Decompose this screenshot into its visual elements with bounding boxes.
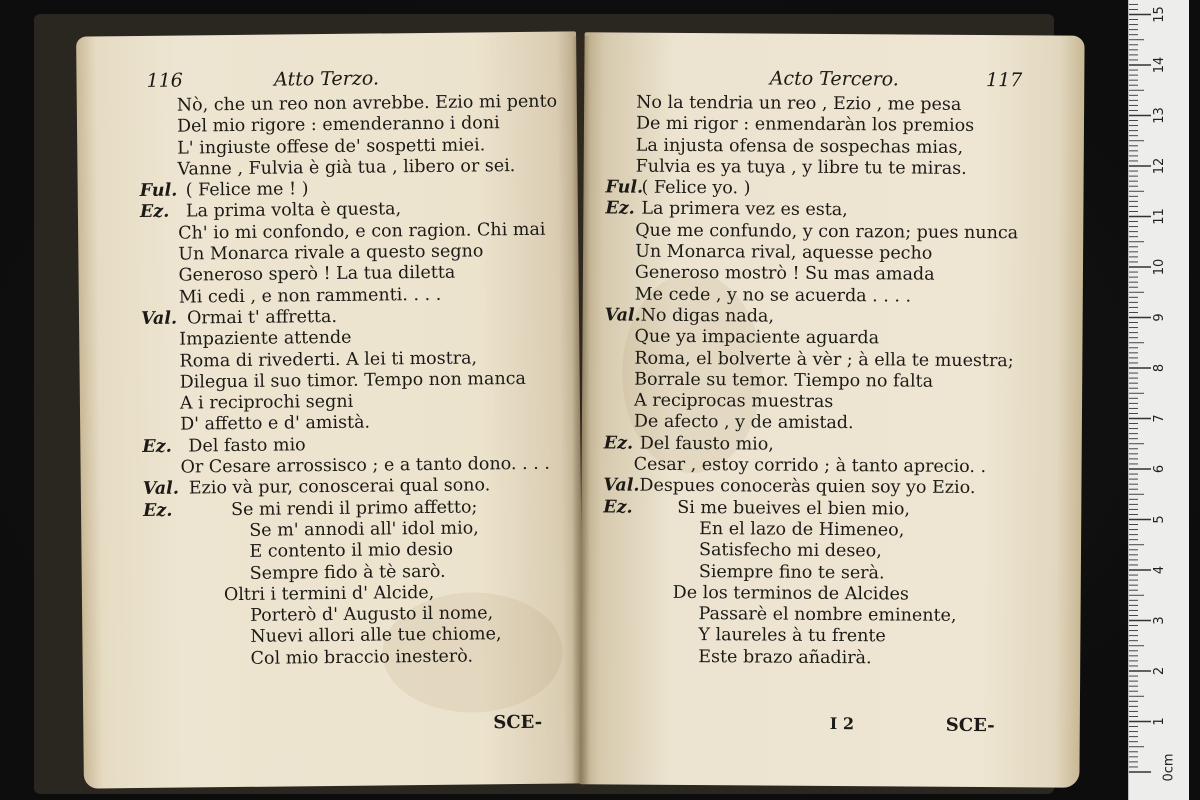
line-text: La injusta ofensa de sospechas mias, [635,135,964,158]
speaker-label: Val. [604,305,641,326]
line-text: A reciprocas muestras [633,390,834,413]
line-text: Este brazo añadirà. [698,646,872,669]
ruler-tick-label: 7 [1152,414,1167,423]
line-text: Dilegua il suo timor. Tempo non manca [179,368,527,393]
speaker-label: Ful. [139,180,178,202]
speaker-label: Val. [142,478,179,500]
speaker-label: Ful. [605,177,644,198]
ruler-unit-label: 0cm [1161,753,1177,782]
line-text: En el lazo de Himeneo, [699,519,905,541]
left-page [76,31,584,788]
line-text: Ch' io mi confondo, e con ragion. Chi mai [178,219,546,244]
line-text: Col mio braccio inesterò. [250,646,474,669]
open-book [34,14,1054,794]
speaker-label: Ez. [603,497,633,518]
right-page-text [580,92,1084,670]
speaker-label: Ez. [139,202,170,223]
line-text: Un Monarca rivale a questo segno [178,241,484,265]
line-text: Despues conoceràs quien soy yo Ezio. [639,476,976,499]
left-catchword: SCE- [493,711,543,734]
speaker-label: Ez. [605,198,635,220]
line-text: Del fasto mio [188,435,306,457]
line-text: De los terminos de Alcides [672,582,910,605]
line-text: Or Cesare arrossisco ; e a tanto dono. . . . [180,453,550,478]
ruler-tick-label: 15 [1152,6,1167,23]
line-text: Ezio và pur, conoscerai qual sono. [188,475,491,499]
line-text: Borrale su temor. Tiempo no falta [634,369,934,392]
line-text: Porterò d' Augusto il nome, [250,603,494,626]
ruler-tick-label: 10 [1152,258,1167,276]
line-text: Del mio rigore : emenderanno i doni [176,113,500,137]
line-text: L' ingiuste offese de' sospetti miei. [177,134,486,159]
left-page-number: 116 [146,69,183,92]
ruler-tick-label: 11 [1152,208,1167,225]
line-text: Nò, che un reo non avrebbe. Ezio mi pento [176,91,558,116]
ruler-tick-label: 12 [1152,157,1167,175]
line-text: Roma, el bolverte à vèr ; à ella te muestra; [634,348,1014,371]
line-text: Y laureles à tu frente [698,625,886,647]
line-text: De mi rigor : enmendaràn los premios [635,113,975,137]
line-text: Si me bueives el bien mio, [677,497,911,520]
line-text: Passarè el nombre eminente, [698,604,957,626]
left-page-footer [83,711,583,746]
ruler-tick-label: 5 [1152,515,1167,524]
line-text: De afecto , y de amistad. [633,412,854,434]
line-text: La prima volta è questa, [185,199,402,222]
speaker-label: Ez. [142,500,173,521]
line-text: Se mi rendi il primo affetto; [230,497,478,520]
signature-mark: I 2 [829,713,855,734]
line-text: Del fausto mio, [639,433,774,455]
right-page-footer [580,712,1080,745]
left-running-head: Atto Terzo. [273,67,380,91]
ruler-tick-label: 3 [1152,616,1167,625]
line-text: D' affetto e d' amistà. [180,413,371,436]
speaker-label: Val. [603,475,640,497]
text-line [580,646,1080,671]
speaker-label: Ez. [603,433,634,454]
right-catchword: SCE- [945,714,995,737]
ruler-tick-label: 6 [1152,464,1167,474]
line-text: Me cede , y no se acuerda . . . . [634,284,912,307]
line-text: A i reciprochi segni [179,391,354,414]
line-text: E contento il mio desio [249,539,454,563]
ruler-tick-label: 8 [1152,363,1167,373]
line-text: Impaziente attende [179,328,352,350]
ruler-tick-label: 1 [1152,717,1167,726]
right-running-head: Acto Tercero. [769,67,899,91]
line-text: Mi cedi , e non rammenti. . . . [178,284,442,308]
line-text: La primera vez es esta, [641,199,848,221]
line-text: Que ya impaciente aguarda [634,326,880,349]
ruler-scale [1129,0,1189,800]
measuring-ruler [1128,0,1189,800]
speaker-label: Val. [140,308,178,329]
line-text: Siempre fino te serà. [698,561,885,583]
line-text: Que me confundo, y con razon; pues nunca [635,220,1019,244]
line-text: Se m' annodi all' idol mio, [249,518,479,541]
ruler-tick-label: 2 [1152,666,1167,676]
book-gutter [572,36,590,788]
line-text: Fulvia es ya tuya , y libre tu te miras. [635,156,967,179]
line-text: Vanne , Fulvia è già tua , libero or sei. [177,155,516,180]
line-text: Generoso sperò ! La tua diletta [178,263,456,286]
line-text: Generoso mostrò ! Su mas amada [634,262,935,286]
line-text: Ormai t' affretta. [186,306,338,329]
right-page-number: 117 [985,69,1023,92]
line-text: Oltri i termini d' Alcide, [223,582,435,605]
speaker-label: Ez. [142,436,172,457]
line-text: Roma di rivederti. A lei ti mostra, [179,348,478,372]
line-text: No digas nada, [640,305,775,327]
line-text: ( Felice yo. ) [641,177,751,199]
ruler-tick-label: 14 [1152,56,1167,74]
line-text: Un Monarca rival, aquesse pecho [635,241,933,264]
ruler-tick-label: 9 [1152,313,1167,322]
line-text: No la tendria un reo , Ezio , me pesa [636,92,962,115]
line-text: ( Felice me ! ) [185,179,309,201]
ruler-tick-label: 4 [1152,565,1167,575]
line-text: Cesar , estoy corrido ; à tanto aprecio. . [633,454,987,478]
right-page [579,32,1084,787]
line-text: Sempre fido à tè sarò. [249,561,446,584]
left-page-text [77,91,583,671]
line-text: Satisfecho mi deseo, [698,540,882,562]
line-text: Nuevi allori alle tue chiome, [250,624,502,648]
ruler-tick-label: 13 [1152,107,1167,124]
